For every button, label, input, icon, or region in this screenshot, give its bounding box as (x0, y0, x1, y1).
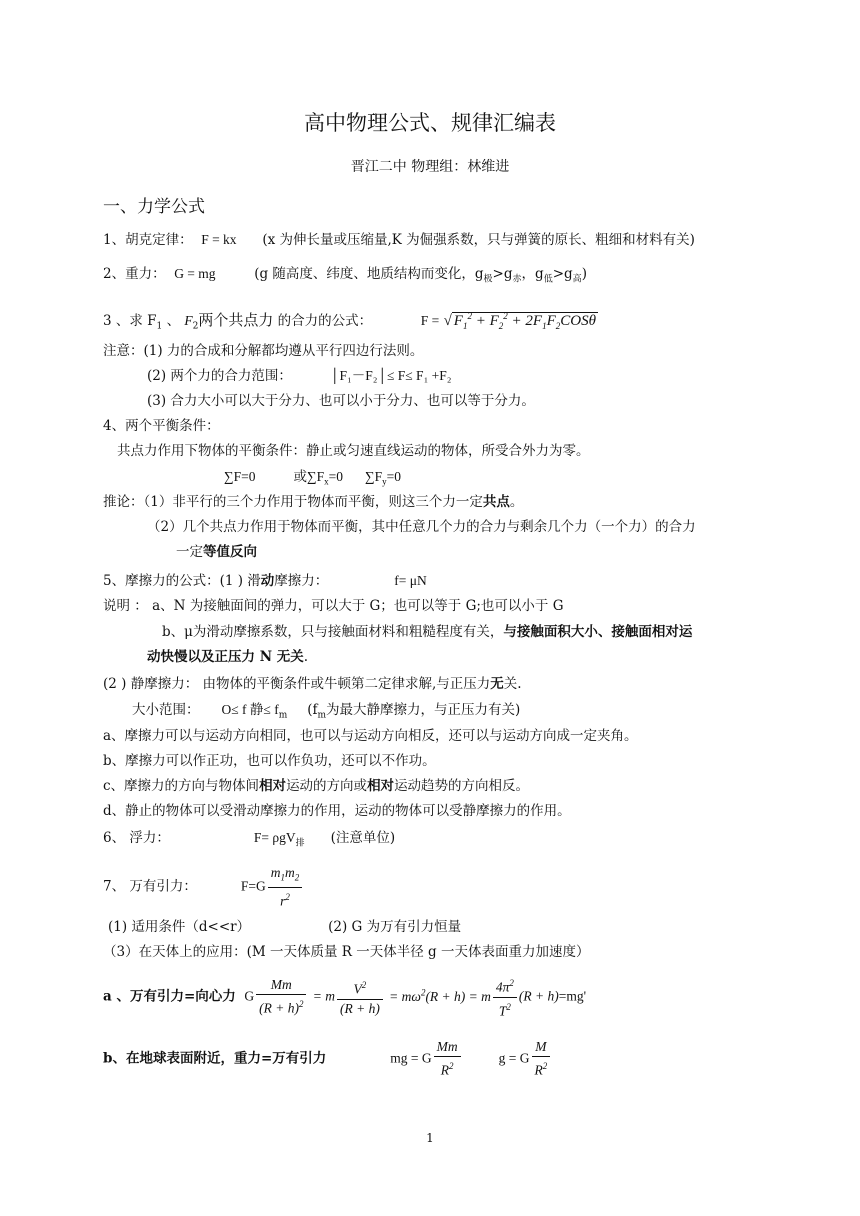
page-title: 高中物理公式、规律汇编表 (304, 111, 556, 135)
friction-formula-line: 5、摩擦力的公式：(1 ) 滑动摩擦力： f= μN (103, 573, 427, 589)
gravitation-fraction: $\frac{m_1m_2}{r^2}$ (268, 864, 303, 910)
friction-point-a: a、摩擦力可以与运动方向相同，也可以与运动方向相反，还可以与运动方向成一定夹角。 (103, 728, 638, 744)
centripetal-equation: a 、万有引力=向心力 G $\frac{Mm}{(R + h)^2}$ = m $\frac{V^2}{(R + h)}$ = $m\omega^2(R + h) = m$ $\frac{4\pi^2}{T^2}$ (R + h)=mg' (103, 972, 586, 1020)
universal-gravitation-line: 7、 万有引力： F=G $\frac{m_1m_2}{r^2}$ (103, 864, 304, 910)
section-heading: 一、力学公式 (103, 197, 205, 217)
corollary-1: 推论：（1）非平行的三个力作用于物体而平衡，则这三个力一定共点。 (103, 494, 524, 510)
gravity-line: 2、重力： G = mg (g 随高度、纬度、地质结构而变化，$g_极>g_赤$，$g_低>g_高$) (103, 266, 587, 285)
equilibrium-formula: ∑F=0 或$\sum F_x=0$ $\sum F_y=0$ (224, 469, 402, 487)
resultant-force-line: 3 、求 $F_1$ 、 $F_2$两个共点力 的合力的公式： F = √ $F_1^2 + F_2^2 + 2F_1F_2COS\theta$ (103, 311, 596, 332)
page-number: 1 (426, 1131, 434, 1145)
hooke-law-line: 1、胡克定律： F = kx (x 为伸长量或压缩量,K 为倔强系数，只与弹簧的原长、粗细和材料有关) (103, 232, 695, 248)
surface-gravity-equation: b、在地球表面附近，重力=万有引力 mg = G $\frac{Mm}{R^2}$ g = G $\frac{M}{R^2}$ (103, 1038, 552, 1080)
explanation-a: 说明 ： a、N 为接触面间的弹力，可以大于 G；也可以等于 G;也可以小于 G (103, 598, 564, 614)
corollary-2-cont: 一定等值反向 (176, 544, 257, 560)
note-3: (3) 合力大小可以大于分力、也可以小于分力、也可以等于分力。 (147, 393, 535, 409)
note-2: (2) 两个力的合力范围： │F₁－F₂│≤ F≤ F₁ +F₂ (147, 368, 452, 384)
static-friction-range: 大小范围： O≤ f 静≤ $f_m$ ($f_m$为最大静摩擦力，与正压力有关) (132, 702, 521, 721)
static-friction-line: (2 ) 静摩擦力： 由物体的平衡条件或牛顿第二定律求解,与正压力无关. (103, 676, 522, 692)
friction-point-b: b、摩擦力可以作正功，也可以作负功，还可以不作功。 (103, 753, 436, 769)
equilibrium-heading: 4、两个平衡条件： (103, 418, 220, 434)
explanation-b: b、μ为滑动摩擦系数，只与接触面材料和粗糙程度有关，与接触面积大小、接触面相对运 (162, 624, 693, 640)
buoyancy-line: 6、 浮力： F= ρgV$_排$ (注意单位) (103, 830, 396, 849)
resultant-force-formula: √ $F_1^2 + F_2^2 + 2F_1F_2COS\theta$ (443, 311, 596, 331)
friction-point-d: d、静止的物体可以受滑动摩擦力的作用，运动的物体可以受静摩擦力的作用。 (103, 803, 571, 819)
equilibrium-condition: 共点力作用下物体的平衡条件：静止或匀速直线运动的物体，所受合外力为零。 (117, 443, 590, 459)
gravitation-notes: (1) 适用条件（d<<r） (2) G 为万有引力恒量 (108, 919, 462, 935)
note-1: 注意：(1) 力的合成和分解都均遵从平行四边行法则。 (103, 343, 424, 359)
author-line: 晋江二中 物理组：林维进 (350, 159, 510, 175)
friction-point-c: c、摩擦力的方向与物体间相对运动的方向或相对运动趋势的方向相反。 (103, 778, 530, 794)
explanation-b-cont: 动快慢以及正压力 N 无关. (147, 649, 309, 665)
celestial-application: （3）在天体上的应用：(M 一天体质量 R 一天体半径 g 一天体表面重力加速度） (103, 944, 590, 960)
corollary-2: （2）几个共点力作用于物体而平衡，其中任意几个力的合力与剩余几个力（一个力）的合力 (147, 519, 696, 535)
